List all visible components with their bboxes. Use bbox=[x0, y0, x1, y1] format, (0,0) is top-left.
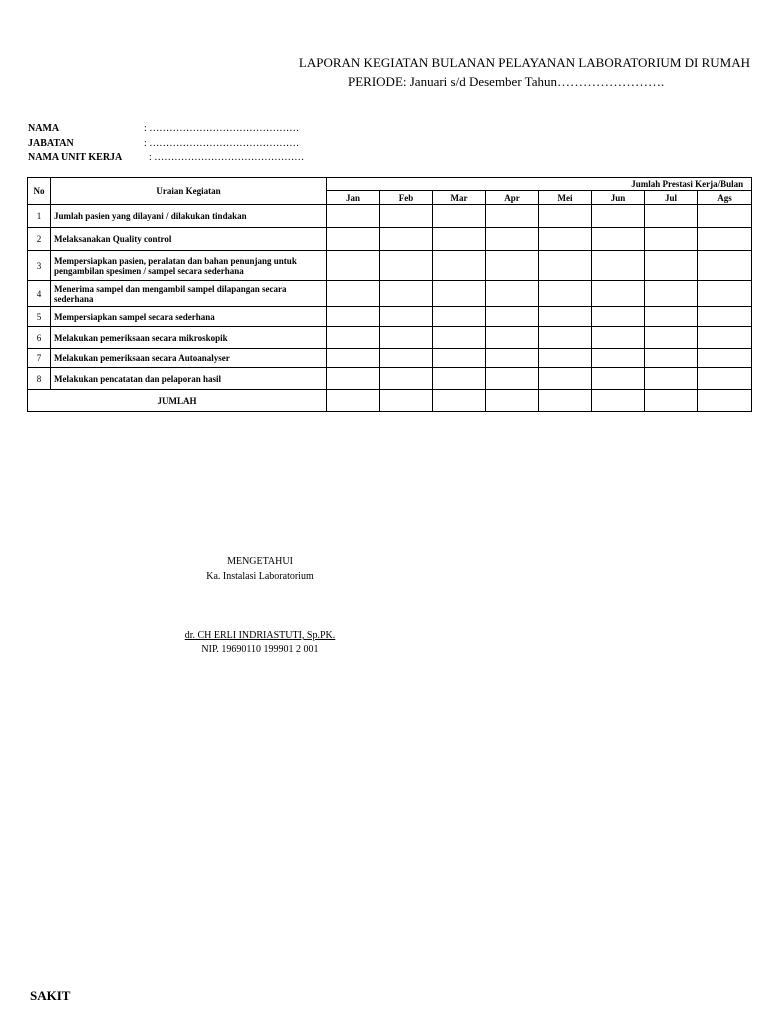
month-cell[interactable] bbox=[486, 228, 539, 251]
header-monthly-performance: Jumlah Prestasi Kerja/Bulan bbox=[327, 178, 752, 191]
month-cell[interactable] bbox=[433, 368, 486, 390]
total-cell[interactable] bbox=[645, 390, 698, 412]
signer-position: Ka. Instalasi Laboratorium bbox=[206, 571, 314, 582]
month-cell[interactable] bbox=[539, 307, 592, 327]
month-header: Jan bbox=[327, 191, 380, 205]
month-header: Apr bbox=[486, 191, 539, 205]
month-cell[interactable] bbox=[698, 307, 752, 327]
month-cell[interactable] bbox=[539, 349, 592, 368]
month-cell[interactable] bbox=[380, 327, 433, 349]
month-cell[interactable] bbox=[645, 228, 698, 251]
month-cell[interactable] bbox=[433, 327, 486, 349]
month-cell[interactable] bbox=[486, 205, 539, 228]
month-cell[interactable] bbox=[645, 327, 698, 349]
table-row bbox=[28, 228, 752, 251]
total-cell[interactable] bbox=[380, 390, 433, 412]
identity-label: NAMA UNIT KERJA bbox=[28, 152, 123, 163]
month-cell[interactable] bbox=[592, 368, 645, 390]
month-cell[interactable] bbox=[327, 228, 380, 251]
month-cell[interactable] bbox=[486, 327, 539, 349]
month-cell[interactable] bbox=[645, 307, 698, 327]
table-row bbox=[28, 307, 752, 327]
row-number: 8 bbox=[28, 368, 51, 390]
row-description: Melakukan pemeriksaan secara mikroskopik bbox=[51, 327, 327, 349]
month-cell[interactable] bbox=[539, 251, 592, 281]
month-header: Ags bbox=[698, 191, 752, 205]
month-cell[interactable] bbox=[592, 205, 645, 228]
month-header: Jun bbox=[592, 191, 645, 205]
row-description: Melakukan pemeriksaan secara Autoanalyser bbox=[51, 349, 327, 368]
month-header: Mar bbox=[433, 191, 486, 205]
identity-value: : ……………………………………… bbox=[144, 137, 300, 149]
month-cell[interactable] bbox=[433, 307, 486, 327]
acknowledged-label: MENGETAHUI bbox=[227, 556, 293, 567]
total-cell[interactable] bbox=[698, 390, 752, 412]
row-number: 6 bbox=[28, 327, 51, 349]
footer-text: SAKIT bbox=[30, 988, 71, 1003]
month-cell[interactable] bbox=[433, 349, 486, 368]
month-cell[interactable] bbox=[380, 281, 433, 307]
table-row bbox=[28, 327, 752, 349]
identity-label: NAMA bbox=[28, 123, 60, 134]
month-cell[interactable] bbox=[380, 228, 433, 251]
header-description: Uraian Kegiatan bbox=[51, 178, 327, 205]
month-cell[interactable] bbox=[645, 251, 698, 281]
month-cell[interactable] bbox=[592, 349, 645, 368]
month-cell[interactable] bbox=[486, 251, 539, 281]
month-cell[interactable] bbox=[539, 368, 592, 390]
month-cell[interactable] bbox=[380, 251, 433, 281]
row-description: Menerima sampel dan mengambil sampel dilapangan secara sederhana bbox=[51, 281, 327, 307]
month-cell[interactable] bbox=[486, 307, 539, 327]
month-cell[interactable] bbox=[645, 205, 698, 228]
table-row bbox=[28, 251, 752, 281]
total-cell[interactable] bbox=[433, 390, 486, 412]
month-cell[interactable] bbox=[698, 251, 752, 281]
month-cell[interactable] bbox=[433, 205, 486, 228]
table-row bbox=[28, 205, 752, 228]
month-cell[interactable] bbox=[327, 281, 380, 307]
month-cell[interactable] bbox=[645, 368, 698, 390]
signer-name: dr. CH ERLI INDRIASTUTI, Sp.PK. bbox=[184, 630, 336, 641]
month-cell[interactable] bbox=[539, 228, 592, 251]
month-cell[interactable] bbox=[698, 349, 752, 368]
month-cell[interactable] bbox=[539, 327, 592, 349]
month-cell[interactable] bbox=[645, 349, 698, 368]
row-description: Melaksanakan Quality control bbox=[51, 228, 327, 251]
month-cell[interactable] bbox=[327, 327, 380, 349]
row-number: 2 bbox=[28, 228, 51, 251]
row-number: 5 bbox=[28, 307, 51, 327]
month-cell[interactable] bbox=[698, 327, 752, 349]
month-cell[interactable] bbox=[433, 228, 486, 251]
month-cell[interactable] bbox=[539, 205, 592, 228]
table-row bbox=[28, 368, 752, 390]
activity-table bbox=[27, 177, 752, 412]
month-cell[interactable] bbox=[486, 349, 539, 368]
row-number: 3 bbox=[28, 251, 51, 281]
row-number: 4 bbox=[28, 281, 51, 307]
month-cell[interactable] bbox=[380, 205, 433, 228]
identity-value: : ……………………………………… bbox=[144, 123, 300, 134]
total-cell[interactable] bbox=[592, 390, 645, 412]
month-cell[interactable] bbox=[327, 349, 380, 368]
month-cell[interactable] bbox=[327, 368, 380, 390]
row-description: Melakukan pencatatan dan pelaporan hasil bbox=[51, 368, 327, 390]
month-cell[interactable] bbox=[592, 281, 645, 307]
month-cell[interactable] bbox=[327, 307, 380, 327]
month-cell[interactable] bbox=[380, 307, 433, 327]
month-cell[interactable] bbox=[645, 281, 698, 307]
total-row bbox=[28, 390, 752, 412]
row-number: 1 bbox=[28, 205, 51, 228]
identity-value: : ……………………………………… bbox=[149, 152, 305, 163]
month-cell[interactable] bbox=[592, 307, 645, 327]
row-description: Mempersiapkan sampel secara sederhana bbox=[51, 307, 327, 327]
signer-nip: NIP. 19690110 199901 2 001 bbox=[201, 644, 319, 655]
month-cell[interactable] bbox=[433, 281, 486, 307]
month-cell[interactable] bbox=[592, 251, 645, 281]
identity-label: JABATAN bbox=[28, 137, 74, 149]
month-cell[interactable] bbox=[698, 281, 752, 307]
table-row bbox=[28, 281, 752, 307]
month-cell[interactable] bbox=[698, 205, 752, 228]
total-cell[interactable] bbox=[486, 390, 539, 412]
month-cell[interactable] bbox=[327, 205, 380, 228]
total-label: JUMLAH bbox=[28, 390, 327, 412]
header-no: No bbox=[28, 178, 51, 205]
month-cell[interactable] bbox=[698, 228, 752, 251]
month-cell[interactable] bbox=[592, 327, 645, 349]
table-row bbox=[28, 349, 752, 368]
month-header: Feb bbox=[380, 191, 433, 205]
month-cell[interactable] bbox=[486, 281, 539, 307]
report-period: PERIODE: Januari s/d Desember Tahun……………………. bbox=[348, 74, 665, 89]
month-cell[interactable] bbox=[380, 349, 433, 368]
row-description: Jumlah pasien yang dilayani / dilakukan tindakan bbox=[51, 205, 327, 228]
month-header: Mei bbox=[539, 191, 592, 205]
month-cell[interactable] bbox=[698, 368, 752, 390]
month-cell[interactable] bbox=[433, 251, 486, 281]
month-cell[interactable] bbox=[592, 228, 645, 251]
total-cell[interactable] bbox=[539, 390, 592, 412]
month-cell[interactable] bbox=[486, 368, 539, 390]
report-title: LAPORAN KEGIATAN BULANAN PELAYANAN LABORATORIUM DI RUMAH bbox=[298, 55, 750, 70]
total-cell[interactable] bbox=[327, 390, 380, 412]
row-description: Mempersiapkan pasien, peralatan dan bahan penunjang untuk pengambilan spesimen / sampel secara sederhana bbox=[51, 251, 327, 281]
month-cell[interactable] bbox=[539, 281, 592, 307]
month-header: Jul bbox=[645, 191, 698, 205]
month-cell[interactable] bbox=[380, 368, 433, 390]
row-number: 7 bbox=[28, 349, 51, 368]
month-cell[interactable] bbox=[327, 251, 380, 281]
